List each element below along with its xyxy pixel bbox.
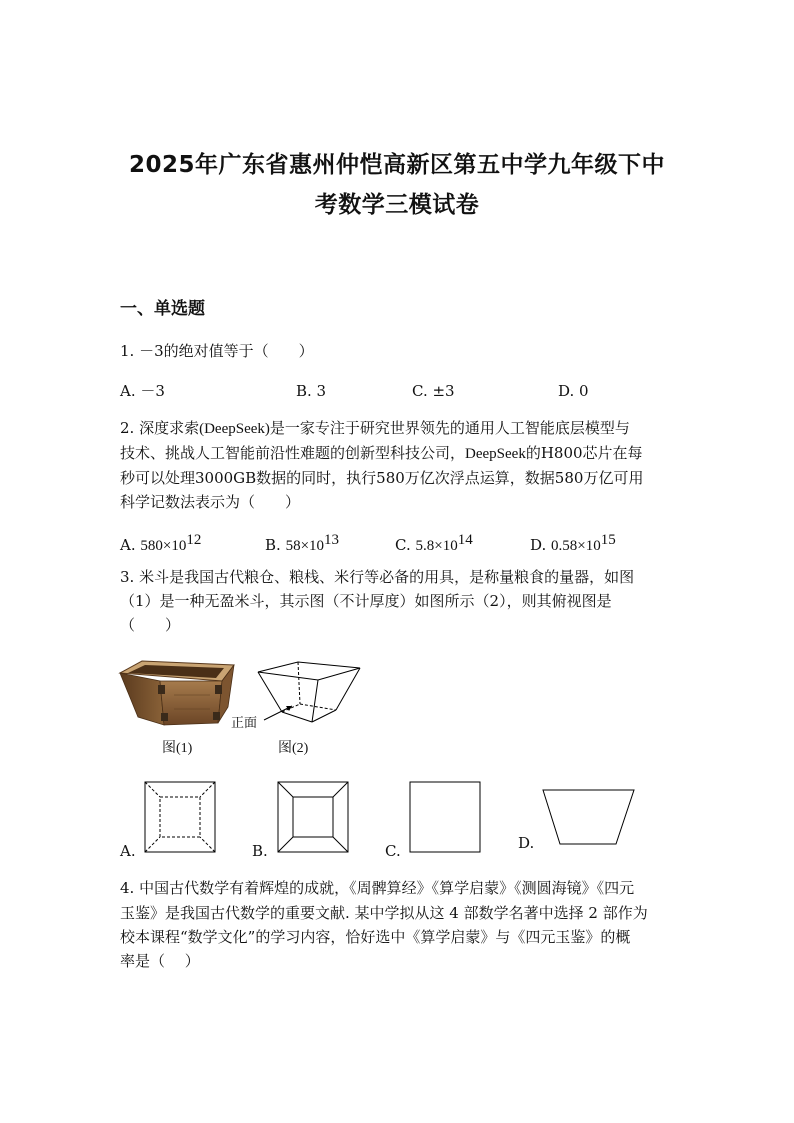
page-title-line-2: 考数学三模试卷 (314, 192, 480, 218)
q2-option-d (530, 530, 616, 556)
section-heading: 一、单选题 (120, 299, 205, 319)
q2-line-1-post: 是一家专注于研究世界领先的通用人工智能底层模型与 (269, 419, 630, 437)
q1-option-b: B. 3 (296, 382, 327, 400)
q2-option-c-exp: 14 (457, 532, 473, 548)
q3-option-c-label: C. (385, 842, 401, 860)
q2-option-b-base: 58×10 (285, 538, 325, 554)
q2-option-c (395, 530, 473, 556)
q1-option-a: A. －3 (120, 382, 165, 400)
q2-option-d-base: 0.58×10 (551, 538, 601, 554)
q2-line-2 (120, 443, 643, 464)
q3-line-1: 3. 米斗是我国古代粮仓、粮栈、米行等必备的用具，是称量粮食的量器，如图 (120, 568, 635, 586)
q3-option-a-label: A. (120, 842, 136, 860)
q2-option-c-label: C. (395, 536, 416, 554)
q3-option-b-figure (277, 781, 349, 853)
page-title-line-1: 2025年广东省惠州仲恺高新区第五中学九年级下中 (128, 152, 665, 178)
q2-line-1 (120, 418, 630, 439)
q2-deepseek-2: DeepSeek (465, 446, 526, 462)
q4-line-2: 玉鉴》是我国古代数学的重要文献. 某中学拟从这 4 部数学名著中选择 2 部作为 (120, 904, 648, 922)
q2-option-c-base: 5.8×10 (415, 538, 458, 554)
figure-2-caption: 图(2) (278, 741, 309, 756)
q2-deepseek: (DeepSeek) (199, 421, 270, 437)
q1-stem: 1. －3的绝对值等于（ ） (120, 342, 314, 360)
q3-line-2: （1）是一种无盈米斗，其示图（不计厚度）如图所示（2），则其俯视图是 (120, 592, 612, 610)
q2-option-a-base: 580×10 (140, 538, 187, 554)
q4-line-4: 率是（ ） (120, 952, 200, 970)
q3-option-d-figure (542, 788, 636, 846)
q3-option-b-label: B. (252, 842, 268, 860)
q2-option-b-exp: 13 (324, 532, 340, 548)
q2-line-4: 科学记数法表示为（ ） (120, 493, 301, 511)
q3-line-3: （ ） (120, 616, 181, 634)
q2-option-d-exp: 15 (600, 532, 616, 548)
q2-option-a-exp: 12 (186, 532, 202, 548)
q2-option-a (120, 530, 201, 556)
q2-line-2-pre: 技术、挑战人工智能前沿性难题的创新型科技公司， (120, 444, 466, 462)
q3-option-d-label: D. (518, 834, 535, 852)
q2-line-1-pre: 2. 深度求索 (120, 419, 200, 437)
q2-option-b-label: B. (265, 536, 286, 554)
q4-line-1: 4. 中国古代数学有着辉煌的成就，《周髀算经》《算学启蒙》《测圆海镜》《四元 (120, 879, 635, 897)
q4-line-3: 校本课程“数学文化”的学习内容，恰好选中《算学启蒙》与《四元玉鉴》的概 (120, 928, 631, 946)
q2-option-a-label: A. (120, 536, 141, 554)
q2-option-d-label: D. (530, 536, 552, 554)
q2-line-3: 秒可以处理3000GB数据的同时，执行580万亿次浮点运算，数据580万亿可用 (120, 469, 644, 487)
rice-bucket-photo (118, 655, 236, 730)
front-arrow (258, 700, 298, 724)
q1-option-c: C. ±3 (412, 382, 455, 400)
q1-option-d: D. 0 (558, 382, 589, 400)
front-label: 正面 (231, 716, 258, 731)
q3-option-c-figure (409, 781, 481, 853)
q2-line-2-post: 的H800芯片在每 (525, 444, 643, 462)
figure-1-caption: 图(1) (162, 741, 193, 756)
q3-option-a-figure (144, 781, 216, 853)
q2-option-b (265, 530, 339, 556)
